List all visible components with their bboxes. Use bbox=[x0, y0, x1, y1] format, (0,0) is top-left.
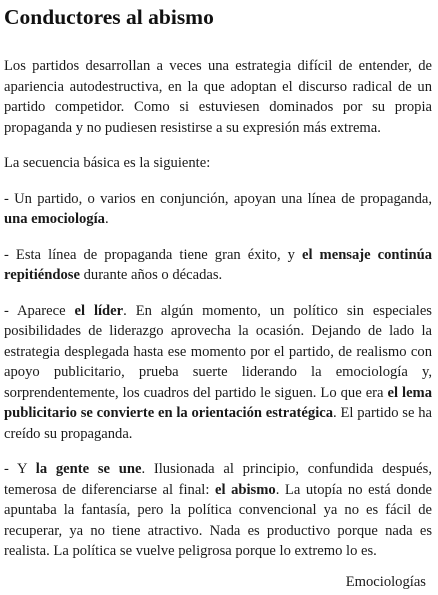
text-run: - Aparece bbox=[4, 302, 75, 319]
text-run: . El partido se ha creído su propaganda. bbox=[4, 405, 433, 442]
text-run: - Esta línea de propaganda tiene gran éxito, y bbox=[4, 246, 302, 263]
bold-run: la gente se une bbox=[35, 461, 142, 477]
text-run: . Ilusionada al principio, confundida después, temerosa de diferenciarse al final: bbox=[4, 461, 432, 498]
bold-run: el líder bbox=[74, 302, 124, 319]
text-run: . bbox=[104, 211, 109, 227]
text-run: - Un partido, o varios en conjunción, apoyan una línea de propaganda, bbox=[4, 190, 432, 207]
text-run: - Y bbox=[4, 461, 36, 477]
paragraph-step-2 bbox=[4, 245, 432, 286]
bold-run: el abismo bbox=[214, 481, 276, 498]
paragraph-sequence-intro: La secuencia básica es la siguiente: bbox=[4, 155, 211, 171]
paragraph-intro: Los partidos desarrollan a veces una estrategia difícil de entender, de apariencia autodestructiva, en la que adoptan el discurso radical de un partido competidor. Como si estuviesen dominados por su propia propaganda y no pudiesen resistirse a su expresión más extrema. bbox=[4, 58, 432, 136]
signature: Emociologías bbox=[345, 574, 426, 590]
bold-run: una emociología bbox=[4, 211, 105, 227]
paragraph-step-3 bbox=[4, 301, 432, 445]
bold-run: el lema publicitario se convierte en la orientación estratégica bbox=[4, 384, 433, 421]
article-body bbox=[4, 56, 432, 577]
text-run: . En algún momento, un político sin especiales posibilidades de liderazgo aprovecha la ocasión. Dejando de lado la estrategia desplegada hasta ese momento por el partido, de realismo con apoyo publicitario, prueba suerte liderando la emociología y, sorprendentemente, los cuadros del partido le siguen. Lo que era bbox=[4, 302, 432, 401]
paragraph-step-1 bbox=[4, 189, 432, 230]
article-title: Conductores al abismo bbox=[4, 5, 214, 29]
text-run: durante años o décadas. bbox=[79, 267, 223, 283]
paragraph-step-4 bbox=[4, 459, 432, 562]
bold-run: el mensaje continúa repitiéndose bbox=[4, 246, 432, 283]
text-run: . La utopía no está donde apuntaba la fantasía, pero la política convencional ya no es fácil de recuperar, ya no tiene atractivo. Nada es productivo porque nada es realista. La política se vuelve peligrosa porque lo extremo lo es. bbox=[4, 481, 432, 559]
